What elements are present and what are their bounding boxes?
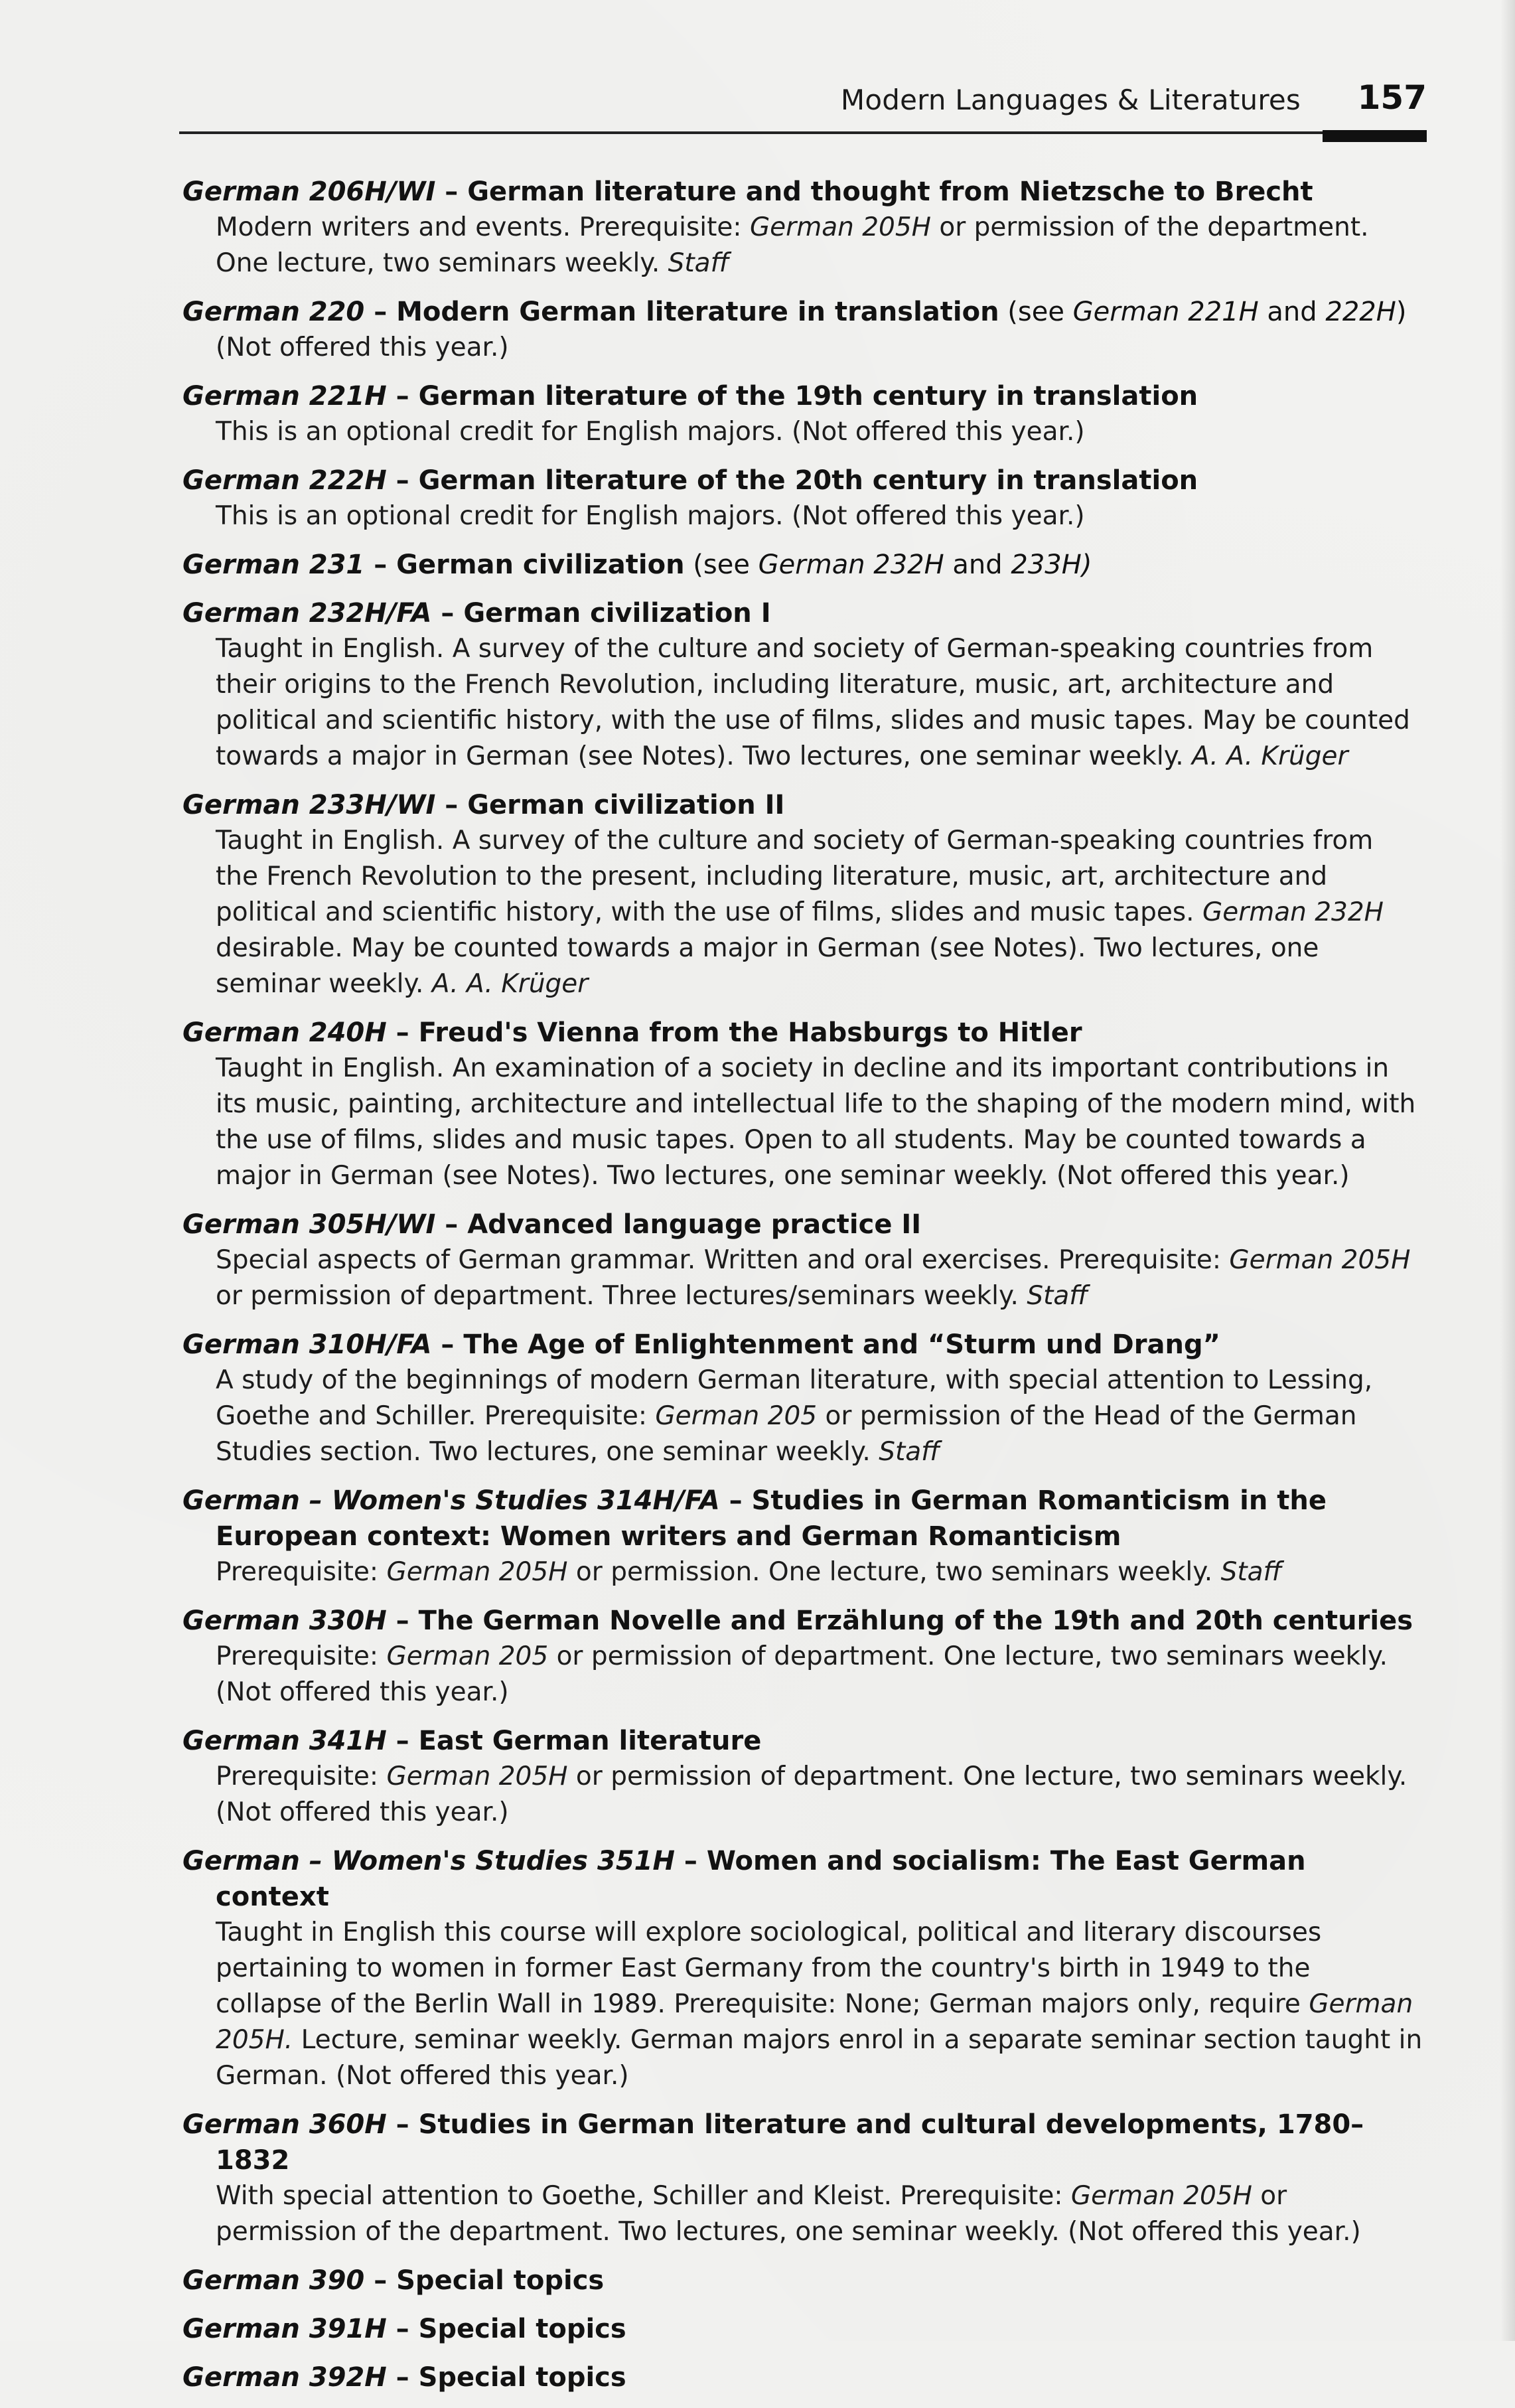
header-rule xyxy=(179,131,1427,134)
course-entry xyxy=(182,2263,1423,2298)
course-note: ) xyxy=(1396,297,1407,327)
course-description xyxy=(182,1051,1423,1194)
course-heading xyxy=(182,787,1423,823)
course-description xyxy=(182,498,1423,534)
course-code: German 206H/WI xyxy=(182,177,436,207)
heading-separator: – xyxy=(386,2314,419,2344)
course-description xyxy=(182,1242,1423,1314)
course-title: Studies in German Romanticism in the European context: Women writers and German Romanticism xyxy=(216,1485,1327,1552)
description-text: German 205 xyxy=(655,1401,818,1431)
course-entry xyxy=(182,174,1423,281)
description-text: or permission of department. Three lectures/seminars weekly. xyxy=(216,1281,1027,1311)
course-heading xyxy=(182,1843,1423,1915)
heading-separator: – xyxy=(719,1485,752,1516)
heading-separator: – xyxy=(364,2265,397,2296)
description-text: Staff xyxy=(1220,1557,1282,1587)
course-description xyxy=(182,631,1423,775)
course-code: German 240H xyxy=(182,1017,387,1048)
course-title: German literature of the 19th century in translation xyxy=(418,381,1198,412)
course-heading xyxy=(182,547,1423,583)
heading-separator: – xyxy=(435,177,468,207)
course-code: German 232H/FA xyxy=(182,598,432,629)
heading-separator: – xyxy=(431,1329,464,1360)
description-text: Taught in English this course will explore sociological, political and literary discourses pertaining to women in former East Germany from the country's birth in 1949 to the collapse of the Berlin Wall in 1989. Prerequisite: None; German majors only, require xyxy=(216,1918,1322,2019)
course-description xyxy=(182,823,1423,1002)
course-entry xyxy=(182,1483,1423,1590)
course-heading xyxy=(182,174,1423,210)
course-heading xyxy=(182,595,1423,631)
course-code: German 341H xyxy=(182,1726,387,1756)
course-title: Women and socialism: The East German context xyxy=(216,1846,1306,1912)
heading-separator: – xyxy=(364,550,397,580)
description-text: Special aspects of German grammar. Written and oral exercises. Prerequisite: xyxy=(216,1245,1230,1275)
description-text: German 205H xyxy=(749,212,931,242)
course-title: Studies in German literature and cultural developments, 1780–1832 xyxy=(216,2109,1364,2176)
course-description xyxy=(182,2178,1423,2250)
course-description xyxy=(182,1554,1423,1590)
description-text: A study of the beginnings of modern German literature, with special attention to Lessing, Goethe and Schiller. Prerequisite: xyxy=(216,1365,1373,1431)
course-title: Special topics xyxy=(396,2265,605,2296)
course-code: German 310H/FA xyxy=(182,1329,432,1360)
description-text: Prerequisite: xyxy=(216,1762,387,1791)
course-entry xyxy=(182,1843,1423,2094)
course-code: German 305H/WI xyxy=(182,1209,436,1240)
course-description xyxy=(182,1639,1423,1710)
course-heading xyxy=(182,1603,1423,1639)
course-code: German – Women's Studies 314H/FA xyxy=(182,1485,720,1516)
header-title: Modern Languages & Literatures xyxy=(840,84,1301,116)
course-title: German civilization I xyxy=(463,598,771,629)
description-text: German 205H xyxy=(386,1557,568,1587)
heading-separator: – xyxy=(386,1726,419,1756)
course-title: German literature and thought from Nietzsche to Brecht xyxy=(467,177,1313,207)
description-text: Prerequisite: xyxy=(216,1641,387,1671)
heading-separator: – xyxy=(435,790,468,820)
description-text: German 205H xyxy=(1229,1245,1411,1275)
course-description xyxy=(182,414,1423,450)
course-heading xyxy=(182,378,1423,414)
course-title: Modern German literature in translation xyxy=(396,297,999,327)
description-text: desirable. May be counted towards a major in German (see Notes). Two lectures, one seminar weekly. xyxy=(216,933,1319,999)
course-title: Advanced language practice II xyxy=(467,1209,922,1240)
course-code: German 390 xyxy=(182,2265,365,2296)
course-entry xyxy=(182,1603,1423,1710)
page-edge-shadow xyxy=(1500,0,1515,2341)
course-heading xyxy=(182,1723,1423,1759)
course-title: Special topics xyxy=(418,2362,626,2393)
description-text: Staff xyxy=(879,1437,940,1467)
description-text: German 205H xyxy=(1070,2181,1252,2211)
course-note: (see xyxy=(999,297,1073,327)
course-heading xyxy=(182,2360,1423,2395)
course-title: Special topics xyxy=(418,2314,626,2344)
course-code: German 220 xyxy=(182,297,365,327)
description-text: or permission of the department. Two lectures, one seminar weekly. (Not offered this year.) xyxy=(216,2181,1361,2247)
course-entry xyxy=(182,378,1423,450)
description-text: German 232H xyxy=(1202,897,1384,927)
course-code: German 330H xyxy=(182,1606,387,1636)
heading-separator: – xyxy=(386,381,419,412)
description-text: or permission. One lecture, two seminars weekly. xyxy=(567,1557,1221,1587)
course-note: German 221H xyxy=(1072,297,1259,327)
heading-separator: – xyxy=(431,598,464,629)
course-code: German 392H xyxy=(182,2362,387,2393)
heading-separator: – xyxy=(364,297,397,327)
course-code: German 231 xyxy=(182,550,365,580)
course-note: and xyxy=(944,550,1011,580)
course-heading xyxy=(182,1483,1423,1554)
description-text: German 205H xyxy=(386,1762,568,1791)
course-heading xyxy=(182,2263,1423,2298)
description-text: or permission of department. One lecture, two seminars weekly. (Not offered this year.) xyxy=(216,1641,1388,1707)
course-title: German civilization xyxy=(396,550,685,580)
header-bar xyxy=(1323,130,1427,142)
description-text: This is an optional credit for English majors. (Not offered this year.) xyxy=(216,417,1085,447)
course-title: The Age of Enlightenment and “Sturm und Drang” xyxy=(463,1329,1220,1360)
course-entry xyxy=(182,547,1423,583)
description-text: Taught in English. An examination of a society in decline and its important contributions in its music, painting, architecture and intellectual life to the shaping of the modern mind, with the use of films, slides and music tapes. Open to all students. May be counted towards a major in German (see Notes). Two lectures, one seminar weekly. (Not offered this year.) xyxy=(216,1053,1416,1191)
course-description xyxy=(182,330,1423,366)
description-text: or permission of the department. One lecture, two seminars weekly. xyxy=(216,212,1369,278)
description-text: Staff xyxy=(668,248,729,278)
heading-separator: – xyxy=(386,1606,419,1636)
course-entry xyxy=(182,463,1423,534)
course-heading xyxy=(182,2107,1423,2178)
page-number: 157 xyxy=(1357,78,1427,117)
course-entry xyxy=(182,787,1423,1002)
course-entry xyxy=(182,1015,1423,1194)
course-heading xyxy=(182,294,1423,330)
description-text: A. A. Krüger xyxy=(1192,741,1348,771)
page-header xyxy=(179,78,1427,131)
course-note: German 232H xyxy=(758,550,944,580)
course-code: German 221H xyxy=(182,381,387,412)
description-text: Taught in English. A survey of the culture and society of German-speaking countries from the French Revolution to the present, including literature, music, art, architecture and political and scientific history, with the use of films, slides and music tapes. xyxy=(216,826,1374,927)
heading-separator: – xyxy=(386,2109,419,2140)
course-title: The German Novelle and Erzählung of the 19th and 20th centuries xyxy=(418,1606,1413,1636)
description-text: or permission of department. One lecture, two seminars weekly. (Not offered this year.) xyxy=(216,1762,1407,1827)
course-title: German civilization II xyxy=(467,790,785,820)
course-note: 222H xyxy=(1325,297,1396,327)
heading-separator: – xyxy=(386,2362,419,2393)
course-title: German literature of the 20th century in translation xyxy=(418,465,1198,496)
course-note: and xyxy=(1258,297,1326,327)
course-entry xyxy=(182,1207,1423,1314)
course-code: German 222H xyxy=(182,465,387,496)
description-text: Modern writers and events. Prerequisite: xyxy=(216,212,750,242)
course-code: German 360H xyxy=(182,2109,387,2140)
description-text: Taught in English. A survey of the culture and society of German-speaking countries from their origins to the French Revolution, including literature, music, art, architecture and political and scientific history, with the use of films, slides and music tapes. May be counted towards a major in German (see Notes). Two lectures, one seminar weekly. xyxy=(216,634,1410,771)
course-code: German 233H/WI xyxy=(182,790,436,820)
course-code: German 391H xyxy=(182,2314,387,2344)
course-entry xyxy=(182,595,1423,775)
heading-separator: – xyxy=(386,1017,419,1048)
heading-separator: – xyxy=(386,465,419,496)
course-heading xyxy=(182,1015,1423,1051)
course-description xyxy=(182,1759,1423,1831)
description-text: This is an optional credit for English majors. (Not offered this year.) xyxy=(216,501,1085,531)
course-entry xyxy=(182,294,1423,366)
description-text: Staff xyxy=(1027,1281,1088,1311)
description-text: Prerequisite: xyxy=(216,1557,387,1587)
description-text: (Not offered this year.) xyxy=(216,333,509,362)
description-text: German 205 xyxy=(386,1641,549,1671)
course-heading xyxy=(182,1207,1423,1242)
description-text: A. A. Krüger xyxy=(431,969,589,999)
heading-separator: – xyxy=(674,1846,707,1876)
course-note: 233H) xyxy=(1011,550,1092,580)
course-description xyxy=(182,210,1423,281)
course-heading xyxy=(182,1327,1423,1363)
course-note: (see xyxy=(684,550,758,580)
course-code: German – Women's Studies 351H xyxy=(182,1846,675,1876)
description-text: or permission of the Head of the German Studies section. Two lectures, one seminar weekly. xyxy=(216,1401,1357,1467)
description-text: German 205H. xyxy=(216,1989,1413,2055)
course-title: Freud's Vienna from the Habsburgs to Hitler xyxy=(418,1017,1082,1048)
course-title: East German literature xyxy=(418,1726,762,1756)
description-text: With special attention to Goethe, Schiller and Kleist. Prerequisite: xyxy=(216,2181,1071,2211)
description-text: Lecture, seminar weekly. German majors enrol in a separate seminar section taught in German. (Not offered this year.) xyxy=(216,2025,1423,2091)
course-entry xyxy=(182,2311,1423,2347)
course-description xyxy=(182,1363,1423,1470)
course-entry xyxy=(182,2360,1423,2395)
course-entry xyxy=(182,2107,1423,2250)
heading-separator: – xyxy=(435,1209,468,1240)
course-heading xyxy=(182,2311,1423,2347)
course-list xyxy=(182,174,1423,2408)
course-description xyxy=(182,1915,1423,2094)
course-entry xyxy=(182,1327,1423,1470)
course-heading xyxy=(182,463,1423,498)
course-entry xyxy=(182,1723,1423,1831)
